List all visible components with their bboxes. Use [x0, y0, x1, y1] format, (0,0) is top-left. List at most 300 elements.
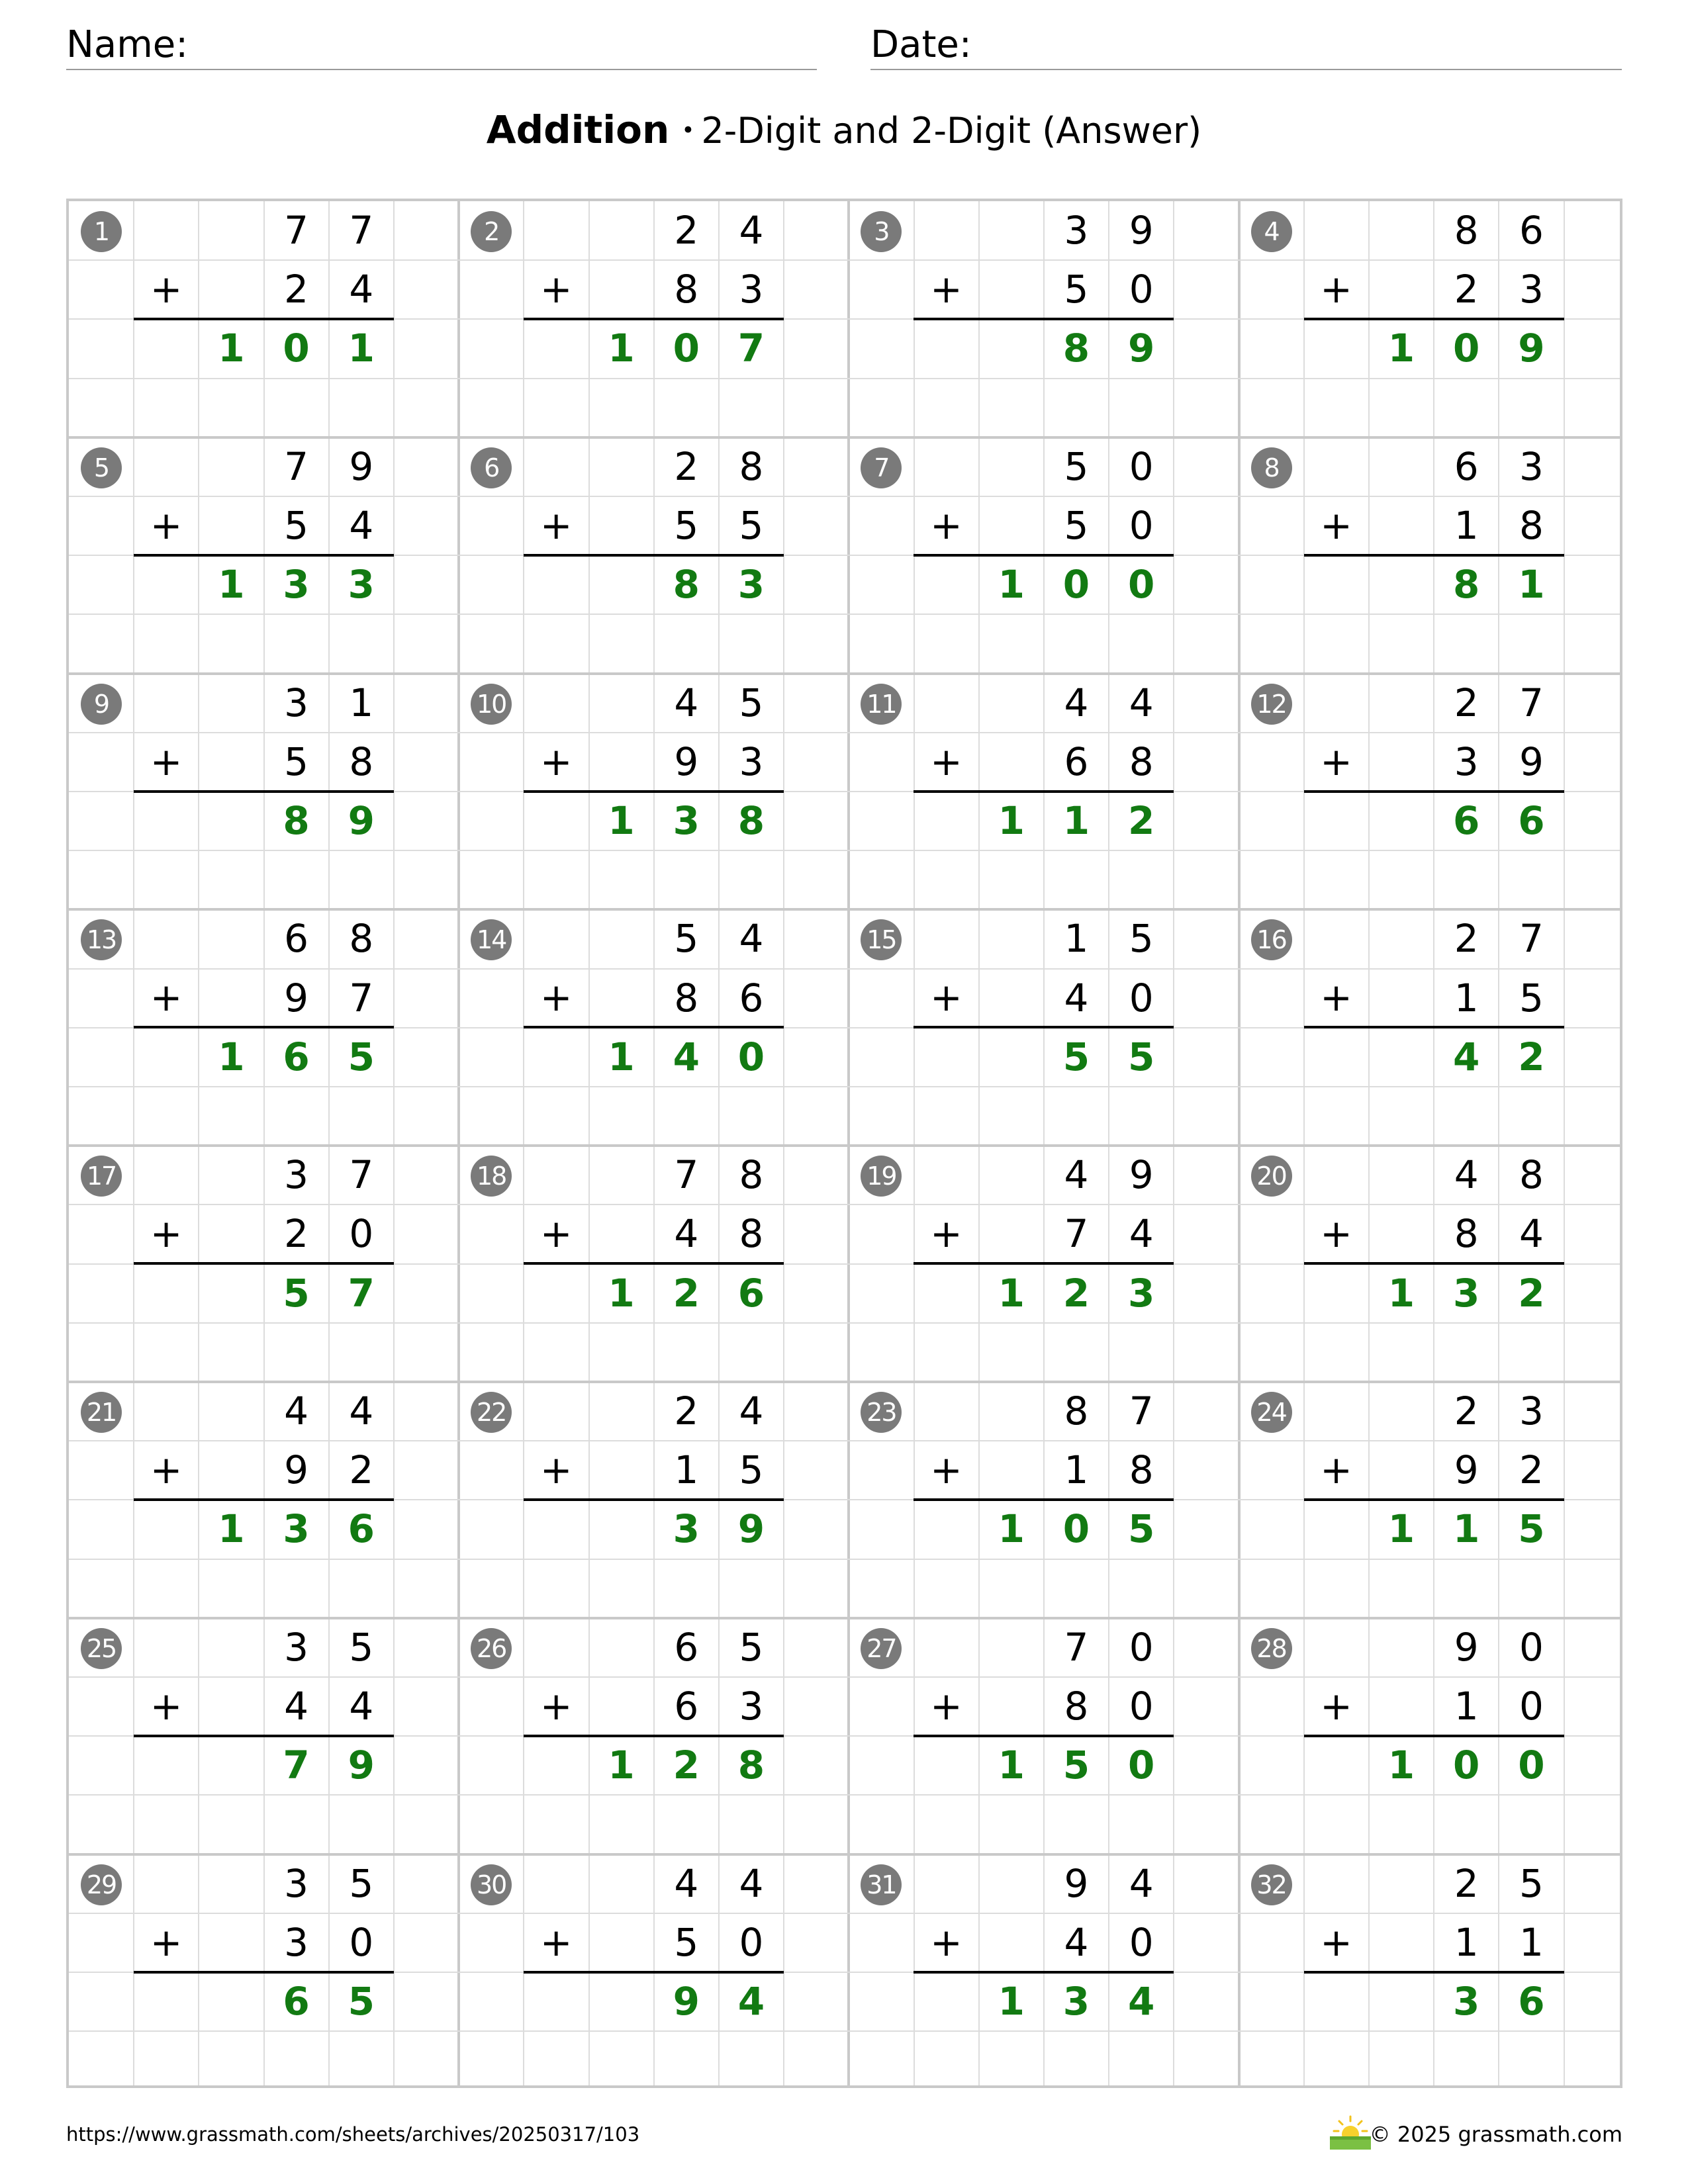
bottom-addend-digit: 4	[1064, 975, 1089, 1021]
problem-number-badge: 27	[861, 1628, 902, 1669]
top-addend-digit: 3	[284, 680, 309, 725]
bottom-addend-digit: 9	[674, 739, 699, 784]
bottom-addend-digit: 7	[1064, 1211, 1089, 1257]
bottom-addend-digit: 0	[739, 1919, 764, 1965]
plus-sign: +	[930, 975, 962, 1021]
problem-number-badge: 5	[81, 447, 122, 488]
bottom-addend-digit: 0	[1129, 1919, 1154, 1965]
problem-number-badge: 7	[861, 447, 902, 488]
bottom-addend-digit: 3	[1519, 267, 1544, 312]
top-addend-digit: 7	[284, 208, 309, 253]
bottom-addend-digit: 4	[1129, 1211, 1154, 1257]
answer-digit: 5	[1062, 1743, 1090, 1788]
problem-6	[459, 437, 848, 673]
answer-digit: 2	[1062, 1270, 1090, 1316]
bottom-addend-digit: 9	[284, 1447, 309, 1493]
bottom-addend-digit: 0	[1129, 1683, 1154, 1729]
answer-digit: 1	[998, 797, 1025, 843]
problem-number-badge: 6	[471, 447, 512, 488]
problem-number-badge: 23	[861, 1392, 902, 1433]
bottom-addend-digit: 0	[349, 1919, 374, 1965]
answer-digit: 1	[608, 1034, 635, 1079]
top-addend-digit: 0	[1129, 443, 1154, 489]
answer-digit: 2	[1518, 1034, 1545, 1079]
bottom-addend-digit: 8	[1519, 502, 1544, 548]
answer-digit: 0	[737, 1034, 765, 1079]
problem-11	[849, 674, 1238, 909]
answer-digit: 1	[218, 562, 245, 608]
answer-digit: 1	[1062, 797, 1090, 843]
answer-digit: 9	[737, 1506, 765, 1552]
plus-sign: +	[1320, 1211, 1352, 1257]
top-addend-digit: 6	[1454, 443, 1479, 489]
answer-digit: 1	[348, 326, 375, 371]
answer-digit: 6	[1518, 1978, 1545, 2024]
bottom-addend-digit: 5	[739, 502, 764, 548]
problem-number-badge: 20	[1251, 1156, 1292, 1197]
bottom-addend-digit: 2	[349, 1447, 374, 1493]
problem-16	[1239, 909, 1622, 1145]
answer-digit: 2	[1128, 797, 1155, 843]
top-addend-digit: 4	[674, 680, 699, 725]
bottom-addend-digit: 3	[1454, 739, 1479, 784]
top-addend-digit: 0	[1129, 1624, 1154, 1670]
answer-digit: 3	[283, 562, 310, 608]
problem-7	[849, 437, 1238, 673]
problem-number-badge: 2	[471, 211, 512, 252]
answer-digit: 1	[608, 797, 635, 843]
bottom-addend-digit: 9	[1454, 1447, 1479, 1493]
bottom-addend-digit: 7	[349, 975, 374, 1021]
problem-9	[69, 674, 458, 909]
top-addend-digit: 3	[1519, 443, 1544, 489]
problem-number-badge: 8	[1251, 447, 1292, 488]
footer-url[interactable]: https://www.grassmath.com/sheets/archives/20250317/103	[66, 2123, 640, 2146]
plus-sign: +	[539, 267, 573, 312]
bottom-addend-digit: 5	[674, 502, 699, 548]
problem-number-badge: 18	[471, 1156, 512, 1197]
date-label: Date:	[870, 23, 972, 66]
problem-grid	[66, 199, 1622, 2088]
top-addend-digit: 6	[1519, 208, 1544, 253]
bottom-addend-digit: 6	[674, 1683, 699, 1729]
bottom-addend-digit: 1	[674, 1447, 699, 1493]
bottom-addend-digit: 0	[1129, 975, 1154, 1021]
answer-digit: 3	[673, 797, 700, 843]
answer-digit: 3	[1453, 1978, 1480, 2024]
answer-digit: 7	[348, 1270, 375, 1316]
answer-digit: 1	[608, 1743, 635, 1788]
bottom-addend-digit: 9	[1519, 739, 1544, 784]
plus-sign: +	[930, 267, 962, 312]
answer-digit: 6	[348, 1506, 375, 1552]
plus-sign: +	[150, 1683, 183, 1729]
top-addend-digit: 4	[739, 916, 764, 962]
problem-number-badge: 1	[81, 211, 122, 252]
answer-digit: 7	[737, 326, 765, 371]
answer-digit: 1	[218, 326, 245, 371]
bottom-addend-digit: 2	[284, 267, 309, 312]
answer-digit: 5	[348, 1978, 375, 2024]
bottom-addend-digit: 4	[284, 1683, 309, 1729]
top-addend-digit: 8	[1454, 208, 1479, 253]
bottom-addend-digit: 3	[284, 1919, 309, 1965]
problem-number-badge: 16	[1251, 919, 1292, 960]
answer-digit: 0	[1062, 562, 1090, 608]
top-addend-digit: 5	[674, 916, 699, 962]
top-addend-digit: 4	[349, 1388, 374, 1433]
bottom-addend-digit: 4	[1064, 1919, 1089, 1965]
top-addend-digit: 7	[1519, 916, 1544, 962]
answer-digit: 6	[283, 1034, 310, 1079]
top-addend-digit: 5	[1064, 443, 1089, 489]
problem-31	[849, 1854, 1238, 2088]
answer-digit: 1	[998, 1978, 1025, 2024]
top-addend-digit: 2	[674, 443, 699, 489]
bottom-addend-digit: 1	[1064, 1447, 1089, 1493]
top-addend-digit: 4	[1129, 1860, 1154, 1906]
top-addend-digit: 8	[739, 443, 764, 489]
top-addend-digit: 9	[349, 443, 374, 489]
bottom-addend-digit: 4	[674, 1211, 699, 1257]
top-addend-digit: 6	[674, 1624, 699, 1670]
plus-sign: +	[539, 1447, 573, 1492]
bottom-addend-digit: 4	[349, 502, 374, 548]
problem-25	[69, 1618, 458, 1854]
problem-2	[459, 201, 848, 437]
top-addend-digit: 4	[739, 208, 764, 253]
bottom-addend-digit: 2	[284, 1211, 309, 1257]
answer-digit: 1	[608, 1270, 635, 1316]
problem-1	[69, 201, 458, 437]
top-addend-digit: 5	[349, 1624, 374, 1670]
answer-digit: 5	[1062, 1034, 1090, 1079]
plus-sign: +	[1320, 739, 1352, 784]
answer-digit: 8	[1453, 562, 1480, 608]
problem-number-badge: 32	[1251, 1864, 1292, 1905]
answer-digit: 2	[1518, 1270, 1545, 1316]
answer-digit: 3	[673, 1506, 700, 1552]
top-addend-digit: 2	[1454, 680, 1479, 725]
problem-number-badge: 31	[861, 1864, 902, 1905]
plus-sign: +	[930, 1683, 962, 1729]
top-addend-digit: 4	[739, 1388, 764, 1433]
top-addend-digit: 4	[1064, 680, 1089, 725]
top-addend-digit: 5	[1129, 916, 1154, 962]
answer-digit: 8	[283, 797, 310, 843]
answer-digit: 5	[1518, 1506, 1545, 1552]
problem-number-badge: 25	[81, 1628, 122, 1669]
top-addend-digit: 1	[1064, 916, 1089, 962]
top-addend-digit: 2	[674, 1388, 699, 1433]
top-addend-digit: 2	[674, 208, 699, 253]
plus-sign: +	[930, 502, 962, 548]
plus-sign: +	[1320, 502, 1352, 548]
problem-15	[849, 909, 1238, 1145]
top-addend-digit: 9	[1064, 1860, 1089, 1906]
bottom-addend-digit: 3	[739, 267, 764, 312]
answer-digit: 4	[673, 1034, 700, 1079]
plus-sign: +	[150, 1211, 183, 1257]
problem-22	[459, 1382, 848, 1617]
bottom-addend-digit: 8	[1454, 1211, 1479, 1257]
bottom-addend-digit: 3	[739, 1683, 764, 1729]
sun-over-grass-icon	[1327, 2115, 1374, 2151]
problem-number-badge: 22	[471, 1392, 512, 1433]
top-addend-digit: 0	[1519, 1624, 1544, 1670]
bottom-addend-digit: 8	[1064, 1683, 1089, 1729]
top-addend-digit: 2	[1454, 1388, 1479, 1433]
answer-digit: 3	[283, 1506, 310, 1552]
answer-digit: 9	[673, 1978, 700, 2024]
top-addend-digit: 7	[674, 1152, 699, 1198]
answer-digit: 8	[737, 1743, 765, 1788]
bottom-addend-digit: 2	[1519, 1447, 1544, 1493]
problem-28	[1239, 1618, 1622, 1854]
problem-13	[69, 909, 458, 1145]
problem-number-badge: 12	[1251, 684, 1292, 725]
bottom-addend-digit: 1	[1519, 1919, 1544, 1965]
problem-26	[459, 1618, 848, 1854]
answer-digit: 3	[737, 562, 765, 608]
plus-sign: +	[1320, 1683, 1352, 1729]
top-addend-digit: 8	[1519, 1152, 1544, 1198]
plus-sign: +	[539, 1211, 573, 1257]
top-addend-digit: 5	[739, 680, 764, 725]
problem-20	[1239, 1146, 1622, 1381]
plus-sign: +	[150, 975, 183, 1021]
top-addend-digit: 6	[284, 916, 309, 962]
answer-digit: 3	[1128, 1270, 1155, 1316]
answer-digit: 6	[1518, 797, 1545, 843]
bottom-addend-digit: 8	[349, 739, 374, 784]
problem-number-badge: 24	[1251, 1392, 1292, 1433]
top-addend-digit: 7	[349, 1152, 374, 1198]
top-addend-digit: 9	[1129, 1152, 1154, 1198]
top-addend-digit: 4	[284, 1388, 309, 1433]
top-addend-digit: 5	[349, 1860, 374, 1906]
answer-digit: 6	[737, 1270, 765, 1316]
top-addend-digit: 7	[1064, 1624, 1089, 1670]
problem-3	[849, 201, 1238, 437]
problem-number-badge: 4	[1251, 211, 1292, 252]
answer-digit: 0	[1062, 1506, 1090, 1552]
top-addend-digit: 4	[674, 1860, 699, 1906]
bottom-addend-digit: 8	[674, 975, 699, 1021]
answer-digit: 1	[1453, 1506, 1480, 1552]
answer-digit: 9	[1128, 326, 1155, 371]
answer-digit: 8	[737, 797, 765, 843]
answer-digit: 1	[1387, 1743, 1415, 1788]
plus-sign: +	[150, 1447, 183, 1492]
problem-number-badge: 17	[81, 1156, 122, 1197]
bottom-addend-digit: 0	[1129, 267, 1154, 312]
title-separator: •	[681, 117, 695, 144]
answer-digit: 4	[1128, 1978, 1155, 2024]
problem-21	[69, 1382, 458, 1617]
name-field[interactable]	[66, 20, 817, 70]
top-addend-digit: 5	[739, 1624, 764, 1670]
bottom-addend-digit: 0	[1519, 1683, 1544, 1729]
worksheet-title	[0, 106, 1688, 155]
top-addend-digit: 4	[1064, 1152, 1089, 1198]
answer-digit: 1	[998, 1506, 1025, 1552]
title-main: Addition	[486, 107, 670, 152]
problem-29	[69, 1854, 458, 2088]
bottom-addend-digit: 5	[284, 502, 309, 548]
date-field[interactable]	[870, 20, 1622, 70]
answer-digit: 0	[1518, 1743, 1545, 1788]
plus-sign: +	[539, 1683, 573, 1729]
answer-digit: 8	[1062, 326, 1090, 371]
answer-digit: 5	[1128, 1506, 1155, 1552]
plus-sign: +	[930, 739, 962, 784]
problem-number-badge: 3	[861, 211, 902, 252]
bottom-addend-digit: 1	[1454, 975, 1479, 1021]
plus-sign: +	[930, 1919, 962, 1965]
problem-10	[459, 674, 848, 909]
answer-digit: 5	[283, 1270, 310, 1316]
problem-23	[849, 1382, 1238, 1617]
bottom-addend-digit: 9	[284, 975, 309, 1021]
problem-number-badge: 21	[81, 1392, 122, 1433]
answer-digit: 7	[283, 1743, 310, 1788]
bottom-addend-digit: 1	[1454, 502, 1479, 548]
bottom-addend-digit: 4	[349, 1683, 374, 1729]
problem-number-badge: 11	[861, 684, 902, 725]
name-label: Name:	[66, 23, 189, 66]
answer-digit: 1	[218, 1506, 245, 1552]
top-addend-digit: 4	[1454, 1152, 1479, 1198]
plus-sign: +	[539, 1919, 573, 1965]
bottom-addend-digit: 1	[1454, 1919, 1479, 1965]
bottom-addend-digit: 0	[349, 1211, 374, 1257]
answer-digit: 0	[283, 326, 310, 371]
plus-sign: +	[930, 1447, 962, 1492]
answer-digit: 1	[1387, 326, 1415, 371]
top-addend-digit: 9	[1129, 208, 1154, 253]
bottom-addend-digit: 6	[739, 975, 764, 1021]
problem-30	[459, 1854, 848, 2088]
top-addend-digit: 5	[1519, 1860, 1544, 1906]
bottom-addend-digit: 8	[1129, 1447, 1154, 1493]
top-addend-digit: 7	[1519, 680, 1544, 725]
top-addend-digit: 4	[739, 1860, 764, 1906]
top-addend-digit: 2	[1454, 1860, 1479, 1906]
problem-number-badge: 9	[81, 684, 122, 725]
problem-32	[1239, 1854, 1622, 2088]
bottom-addend-digit: 1	[1454, 1683, 1479, 1729]
bottom-addend-digit: 0	[1129, 502, 1154, 548]
answer-digit: 4	[737, 1978, 765, 2024]
top-addend-digit: 9	[1454, 1624, 1479, 1670]
top-addend-digit: 3	[284, 1152, 309, 1198]
answer-digit: 0	[1453, 1743, 1480, 1788]
problem-number-badge: 30	[471, 1864, 512, 1905]
problem-8	[1239, 437, 1622, 673]
plus-sign: +	[150, 502, 183, 548]
top-addend-digit: 3	[284, 1624, 309, 1670]
answer-digit: 2	[673, 1270, 700, 1316]
plus-sign: +	[1320, 1447, 1352, 1492]
answer-digit: 2	[673, 1743, 700, 1788]
answer-digit: 1	[998, 1743, 1025, 1788]
answer-digit: 9	[1518, 326, 1545, 371]
answer-digit: 3	[1062, 1978, 1090, 2024]
answer-digit: 1	[608, 326, 635, 371]
footer-copyright: © 2025 grassmath.com	[1369, 2122, 1622, 2147]
plus-sign: +	[539, 739, 573, 784]
top-addend-digit: 8	[1064, 1388, 1089, 1433]
bottom-addend-digit: 8	[674, 267, 699, 312]
answer-digit: 1	[998, 1270, 1025, 1316]
problem-19	[849, 1146, 1238, 1381]
plus-sign: +	[150, 267, 183, 312]
bottom-addend-digit: 6	[1064, 739, 1089, 784]
bottom-addend-digit: 2	[1454, 267, 1479, 312]
title-subtitle: 2-Digit and 2-Digit (Answer)	[701, 110, 1202, 152]
bottom-addend-digit: 4	[1519, 1211, 1544, 1257]
problem-number-badge: 28	[1251, 1628, 1292, 1669]
answer-digit: 0	[1128, 562, 1155, 608]
plus-sign: +	[1320, 1919, 1352, 1965]
answer-digit: 1	[1387, 1506, 1415, 1552]
top-addend-digit: 7	[284, 443, 309, 489]
top-addend-digit: 8	[349, 916, 374, 962]
problem-18	[459, 1146, 848, 1381]
top-addend-digit: 1	[349, 680, 374, 725]
answer-digit: 3	[1453, 1270, 1480, 1316]
bottom-addend-digit: 5	[1064, 502, 1089, 548]
problem-number-badge: 14	[471, 919, 512, 960]
answer-digit: 0	[673, 326, 700, 371]
top-addend-digit: 2	[1454, 916, 1479, 962]
bottom-addend-digit: 8	[739, 1211, 764, 1257]
bottom-addend-digit: 5	[1064, 267, 1089, 312]
plus-sign: +	[150, 739, 183, 784]
top-addend-digit: 3	[1064, 208, 1089, 253]
bottom-addend-digit: 5	[284, 739, 309, 784]
answer-digit: 1	[1518, 562, 1545, 608]
plus-sign: +	[539, 502, 573, 548]
bottom-addend-digit: 5	[1519, 975, 1544, 1021]
answer-digit: 0	[1128, 1743, 1155, 1788]
answer-digit: 5	[1128, 1034, 1155, 1079]
bottom-addend-digit: 3	[739, 739, 764, 784]
answer-digit: 5	[348, 1034, 375, 1079]
top-addend-digit: 7	[349, 208, 374, 253]
problem-number-badge: 15	[861, 919, 902, 960]
plus-sign: +	[539, 975, 573, 1021]
problem-27	[849, 1618, 1238, 1854]
answer-digit: 1	[998, 562, 1025, 608]
problem-4	[1239, 201, 1622, 437]
problem-number-badge: 29	[81, 1864, 122, 1905]
answer-digit: 1	[218, 1034, 245, 1079]
top-addend-digit: 7	[1129, 1388, 1154, 1433]
plus-sign: +	[150, 1919, 183, 1965]
plus-sign: +	[1320, 975, 1352, 1021]
bottom-addend-digit: 5	[739, 1447, 764, 1493]
problem-17	[69, 1146, 458, 1381]
answer-digit: 9	[348, 1743, 375, 1788]
answer-digit: 1	[1387, 1270, 1415, 1316]
answer-digit: 6	[1453, 797, 1480, 843]
problem-24	[1239, 1382, 1622, 1617]
problem-number-badge: 19	[861, 1156, 902, 1197]
answer-digit: 4	[1453, 1034, 1480, 1079]
problem-number-badge: 26	[471, 1628, 512, 1669]
